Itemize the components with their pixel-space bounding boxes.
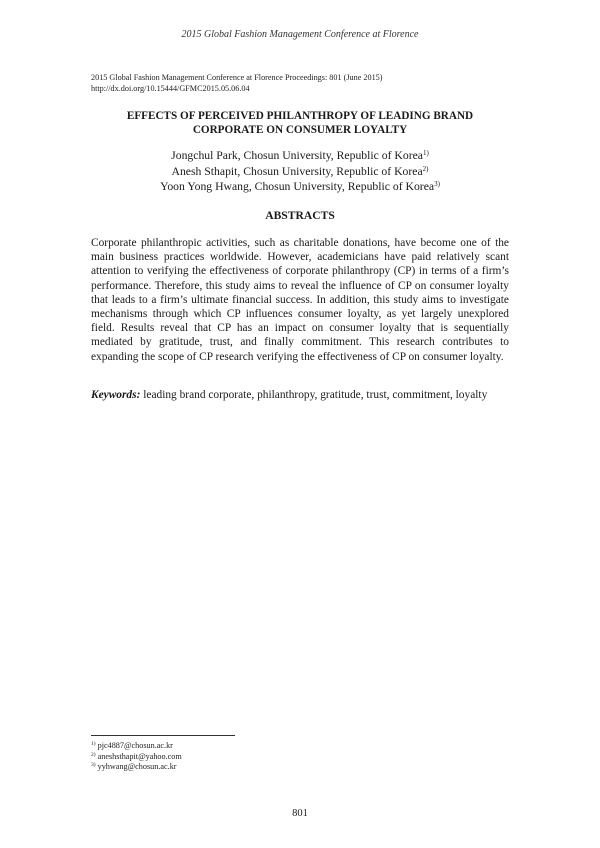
proceedings-info [91,73,511,94]
author-footnote-mark: 1) [422,149,429,157]
abstract-body: Corporate philanthropic activities, such as charitable donations, have become one of the main business practices worldwide. However, academicians have paid relatively scant attention to verifying the effectiveness of corporate philanthropy (CP) in terms of a firm’s performance. Therefore, this study aims to reveal the influence of CP on consumer loyalty that leads to a firm’s ultimate financial success. In addition, this study aims to investigate mechanisms through which CP influences consumer loyalty, as yet largely unexplored field. Results reveal that CP has an impact on consumer loyalty that is sequentially mediated by gratitude, trust, and finally commitment. This research contributes to expanding the scope of CP research verifying the effectiveness of CP on consumer loyalty. [91,237,509,363]
page-number: 801 [292,808,308,819]
proceedings-citation: 2015 Global Fashion Management Conference at Florence Proceedings: 801 (June 2015) [91,73,383,82]
footnote-email[interactable]: aneshsthapit@yahoo.com [97,751,182,761]
title-line-2: CORPORATE ON CONSUMER LOYALTY [192,123,408,136]
footnote-mark: 1) [91,741,96,747]
keywords-label: Keywords: [91,389,141,401]
doi-link[interactable]: http://dx.doi.org/10.15444/GFMC2015.05.06.04 [91,83,250,93]
footnotes [91,741,391,773]
footnote-mark: 2) [91,751,96,758]
footnote-mark: 3) [91,762,96,769]
keywords-text: leading brand corporate, philanthropy, gratitude, trust, commitment, loyalty [143,389,488,401]
footnote-item [91,762,391,773]
title-line-1: EFFECTS OF PERCEIVED PHILANTHROPY OF LEADING BRAND [126,110,474,122]
footnote-divider [91,735,235,736]
author-footnote-mark: 2) [422,164,429,173]
running-head: 2015 Global Fashion Management Conference at Florence [181,29,419,40]
author-affiliation: Yoon Yong Hwang, Chosun University, Republic of Korea [160,180,435,193]
author-affiliation: Jongchul Park, Chosun University, Republic of Korea [171,149,423,162]
author-footnote-mark: 3) [434,180,440,188]
author-list [91,148,509,195]
abstract-heading: ABSTRACTS [265,209,335,222]
author-line [91,164,509,180]
footnote-email[interactable]: yyhwang@chosun.ac.kr [97,762,177,772]
author-line [91,148,509,164]
paper-title [91,110,509,137]
author-line [91,179,509,195]
keywords [91,388,509,402]
footnote-item [91,741,391,752]
footnote-email[interactable]: pjc4887@chosun.ac.kr [97,741,173,750]
author-affiliation: Anesh Sthapit, Chosun University, Republic of Korea [171,164,423,178]
footnote-item [91,752,391,763]
